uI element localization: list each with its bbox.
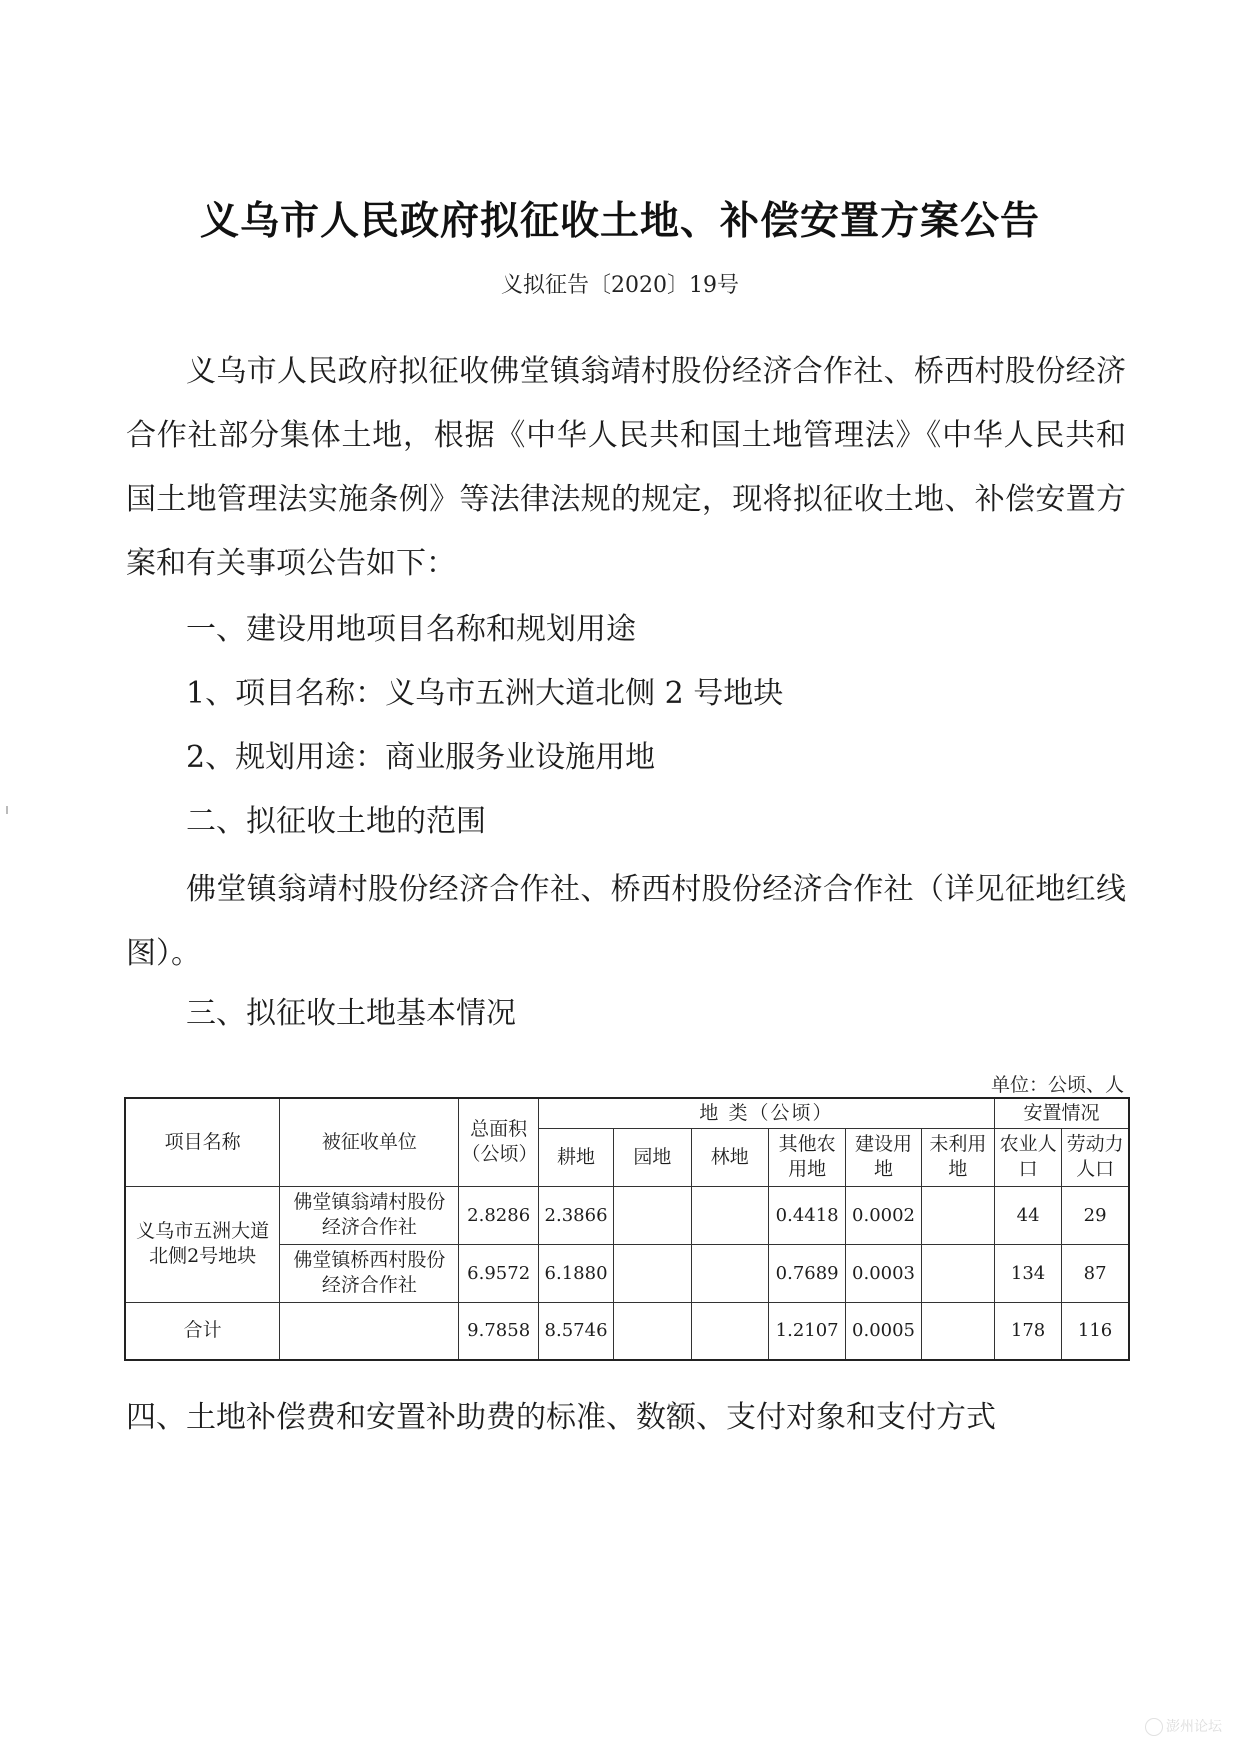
header-resettlement-group: 安置情况 bbox=[995, 1098, 1130, 1128]
table-total-row bbox=[125, 1302, 1129, 1360]
header-forest: 林地 bbox=[691, 1128, 768, 1186]
cell-unit: 佛堂镇桥西村股份经济合作社 bbox=[280, 1244, 459, 1302]
cell-project: 义乌市五洲大道北侧2号地块 bbox=[125, 1186, 280, 1302]
header-labor-population: 劳动力人口 bbox=[1062, 1128, 1129, 1186]
cell-other-agri: 1.2107 bbox=[768, 1302, 845, 1360]
cell-forest bbox=[691, 1186, 768, 1244]
header-garden: 园地 bbox=[614, 1128, 691, 1186]
header-other-agri: 其他农用地 bbox=[768, 1128, 845, 1186]
cell-agri-pop: 134 bbox=[995, 1244, 1062, 1302]
cell-labor-pop: 116 bbox=[1062, 1302, 1129, 1360]
cell-other-agri: 0.7689 bbox=[768, 1244, 845, 1302]
cell-cultivated: 2.3866 bbox=[538, 1186, 613, 1244]
cell-garden bbox=[614, 1186, 691, 1244]
header-construction: 建设用地 bbox=[846, 1128, 921, 1186]
header-land-type-group: 地 类（公顷） bbox=[538, 1098, 994, 1128]
intro-paragraph: 义乌市人民政府拟征收佛堂镇翁靖村股份经济合作社、桥西村股份经济合作社部分集体土地，根据《中华人民共和国土地管理法》《中华人民共和国土地管理法实施条例》等法律法规的规定，现将拟征收土地、补偿安置方案和有关事项公告如下： bbox=[126, 354, 1126, 581]
header-unused: 未利用地 bbox=[921, 1128, 994, 1186]
watermark-logo-icon bbox=[1145, 1718, 1163, 1736]
cell-garden bbox=[614, 1302, 691, 1360]
cell-cultivated: 8.5746 bbox=[538, 1302, 613, 1360]
section2-body: 佛堂镇翁靖村股份经济合作社、桥西村股份经济合作社（详见征地红线图）。 bbox=[126, 872, 1126, 971]
cell-labor-pop: 29 bbox=[1062, 1186, 1129, 1244]
document-number: 义拟征告〔2020〕19号 bbox=[501, 273, 739, 298]
section3-heading: 三、拟征收土地基本情况 bbox=[186, 996, 516, 1031]
cell-unused bbox=[921, 1302, 994, 1360]
cell-total-label: 合计 bbox=[125, 1302, 280, 1360]
watermark bbox=[1132, 1716, 1222, 1746]
table-row bbox=[125, 1186, 1129, 1244]
header-cultivated: 耕地 bbox=[538, 1128, 613, 1186]
cell-cultivated: 6.1880 bbox=[538, 1244, 613, 1302]
table-unit-note: 单位：公顷、人 bbox=[990, 1074, 1124, 1096]
cell-unit bbox=[280, 1302, 459, 1360]
header-agri-population: 农业人口 bbox=[995, 1128, 1062, 1186]
section1-heading: 一、建设用地项目名称和规划用途 bbox=[186, 612, 636, 647]
cell-unused bbox=[921, 1244, 994, 1302]
header-total-area: 总面积（公顷） bbox=[459, 1098, 538, 1186]
cell-construction: 0.0003 bbox=[846, 1244, 921, 1302]
cell-total: 9.7858 bbox=[459, 1302, 538, 1360]
section1-item1: 1、项目名称：义乌市五洲大道北侧 2 号地块 bbox=[186, 676, 784, 711]
cell-other-agri: 0.4418 bbox=[768, 1186, 845, 1244]
cell-agri-pop: 44 bbox=[995, 1186, 1062, 1244]
cell-construction: 0.0005 bbox=[846, 1302, 921, 1360]
document-title: 义乌市人民政府拟征收土地、补偿安置方案公告 bbox=[199, 199, 1040, 244]
section1-item2: 2、规划用途：商业服务业设施用地 bbox=[186, 740, 656, 775]
header-project-name: 项目名称 bbox=[125, 1098, 280, 1186]
cell-unit: 佛堂镇翁靖村股份经济合作社 bbox=[280, 1186, 459, 1244]
cell-total: 2.8286 bbox=[459, 1186, 538, 1244]
section4-heading: 四、土地补偿费和安置补助费的标准、数额、支付对象和支付方式 bbox=[126, 1400, 996, 1435]
cell-forest bbox=[691, 1244, 768, 1302]
cell-forest bbox=[691, 1302, 768, 1360]
cell-total: 6.9572 bbox=[459, 1244, 538, 1302]
cell-construction: 0.0002 bbox=[846, 1186, 921, 1244]
land-table bbox=[124, 1097, 1130, 1361]
cell-garden bbox=[614, 1244, 691, 1302]
section2-heading: 二、拟征收土地的范围 bbox=[186, 804, 486, 839]
cell-labor-pop: 87 bbox=[1062, 1244, 1129, 1302]
cell-agri-pop: 178 bbox=[995, 1302, 1062, 1360]
scan-mark bbox=[6, 806, 8, 814]
header-unit: 被征收单位 bbox=[280, 1098, 459, 1186]
watermark-text: 澎州论坛 bbox=[1166, 1719, 1222, 1735]
cell-unused bbox=[921, 1186, 994, 1244]
